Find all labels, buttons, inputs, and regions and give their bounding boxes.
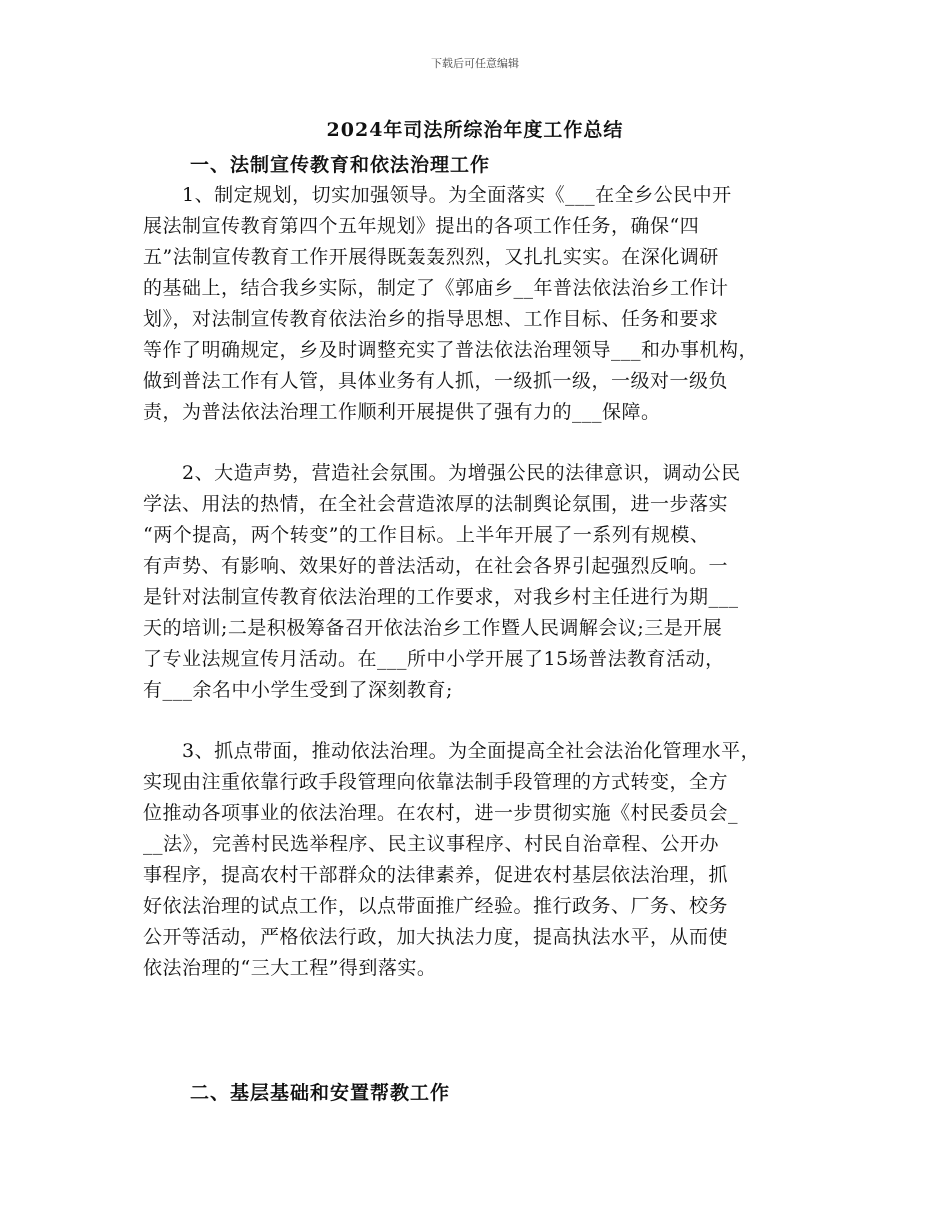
paragraph-line: 是针对法制宣传教育依法治理的工作要求，对我乡村主任进行为期___ <box>143 586 739 608</box>
paragraph-line: 展法制宣传教育第四个五年规划》提出的各项工作任务，确保“四 <box>143 215 700 237</box>
paragraph-line: 依法治理的“三大工程”得到落实。 <box>143 957 437 979</box>
paragraph-line: 有声势、有影响、效果好的普法活动，在社会各界引起强烈反响。一 <box>143 555 729 577</box>
paragraph-line: 3、抓点带面，推动依法治理。为全面提高全社会法治化管理水平， <box>143 740 761 762</box>
paragraph-line: 做到普法工作有人管，具体业务有人抓，一级抓一级，一级对一级负 <box>143 370 729 392</box>
paragraph-line: 有___余名中小学生受到了深刻教育; <box>143 679 453 701</box>
paragraph-line: 事程序，提高农村干部群众的法律素养，促进农村基层依法治理，抓 <box>143 864 729 886</box>
document-title: 2024年司法所综治年度工作总结 <box>326 119 624 141</box>
paragraph-line: 1、制定规划，切实加强领导。为全面落实《___在全乡公民中开 <box>143 184 732 206</box>
paragraph-line: 责，为普法依法治理工作顺利开展提供了强有力的___保障。 <box>143 401 661 423</box>
paragraph-line: 的基础上，结合我乡实际，制定了《郭庙乡__年普法依法治乡工作计 <box>143 277 729 299</box>
paragraph-line: 学法、用法的热情，在全社会营造浓厚的法制舆论氛围，进一步落实 <box>143 493 729 515</box>
paragraph-line: 实现由注重依靠行政手段管理向依靠法制手段管理的方式转变，全方 <box>143 771 729 793</box>
paragraph-line: __法》，完善村民选举程序、民主议事程序、村民自治章程、公开办 <box>143 833 720 855</box>
paragraph-line: 2、大造声势，营造社会氛围。为增强公民的法律意识，调动公民 <box>143 462 741 484</box>
paragraph-line: “两个提高，两个转变”的工作目标。上半年开展了一系列有规模、 <box>143 524 710 546</box>
paragraph-line: 五”法制宣传教育工作开展得既轰轰烈烈，又扎扎实实。在深化调研 <box>143 246 719 268</box>
paragraph-line: 好依法治理的试点工作，以点带面推广经验。推行政务、厂务、校务 <box>143 895 729 917</box>
paragraph-line: 了专业法规宣传月活动。在___所中小学开展了15场普法教育活动， <box>143 648 725 670</box>
paragraph-line: 天的培训;二是积极筹备召开依法治乡工作暨人民调解会议;三是开展 <box>143 617 723 639</box>
header-note: 下载后可任意编辑 <box>431 57 519 70</box>
paragraph-line: 等作了明确规定，乡及时调整充实了普法依法治理领导___和办事机构， <box>143 339 759 361</box>
section-heading-2: 二、基层基础和安置帮教工作 <box>190 1082 451 1104</box>
paragraph-line: 位推动各项事业的依法治理。在农村，进一步贯彻实施《村民委员会_ <box>143 802 739 824</box>
paragraph-line: 划》，对法制宣传教育依法治乡的指导思想、工作目标、任务和要求 <box>143 308 719 330</box>
paragraph-line: 公开等活动，严格依法行政，加大执法力度，提高执法水平，从而使 <box>143 926 729 948</box>
section-heading-1: 一、法制宣传教育和依法治理工作 <box>190 154 491 176</box>
